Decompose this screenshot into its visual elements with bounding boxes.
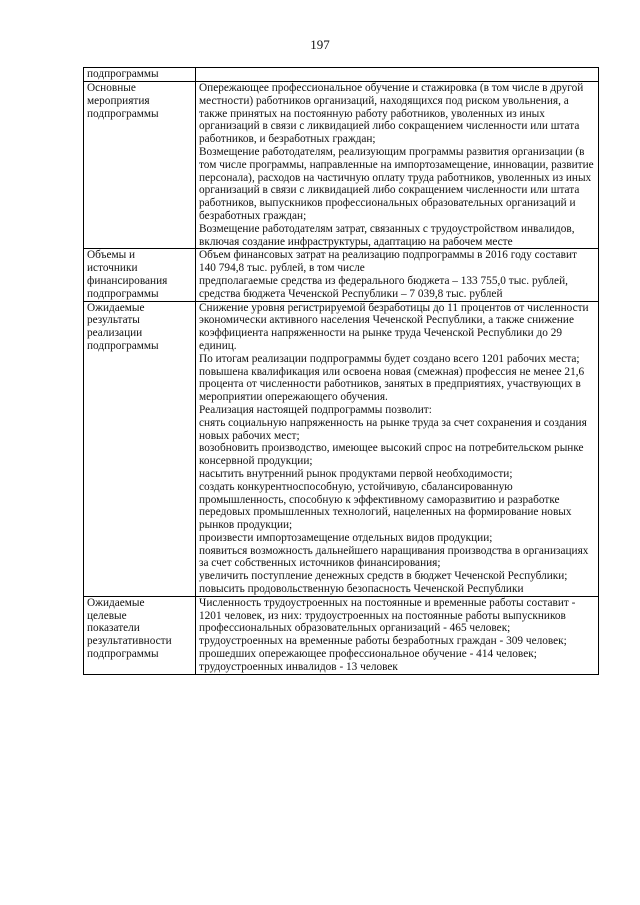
content-paragraph: средства бюджета Чеченской Республики – 7 039,8 тыс. рублей xyxy=(199,287,503,300)
content-paragraph: насытить внутренний рынок продуктами первой необходимости; xyxy=(199,467,513,480)
row-content-cell xyxy=(196,68,599,82)
content-paragraph: произвести импортозамещение отдельных видов продукции; xyxy=(199,531,493,544)
label-line: Ожидаемые xyxy=(87,596,145,609)
content-paragraph: Возмещение работодателям затрат, связанных с трудоустройством инвалидов, включая создание инфраструктуры, адаптацию на рабочем месте xyxy=(199,222,575,248)
label-line: Основные xyxy=(87,82,136,94)
content-paragraph: увеличить поступление денежных средств в бюджет Чеченской Республики; xyxy=(199,570,568,583)
content-paragraph: Опережающее профессиональное обучение и стажировка (в том числе в другой местности) работников организаций, находящихся под риском увольнения, а также принятых на постоянную работу работников, уволенных из иных организаций в связи с ликвидацией либо сокращением численности или штата работников, и безработных граждан; xyxy=(199,82,584,146)
content-paragraph: трудоустроенных на временные работы безработных граждан - 309 человек; xyxy=(199,635,567,648)
table-row xyxy=(84,249,599,301)
label-line: подпрограммы xyxy=(87,339,159,352)
label-line: подпрограммы xyxy=(87,287,159,300)
subprogram-passport-table xyxy=(83,67,599,675)
row-label-cell xyxy=(84,68,196,82)
label-line: финансирования xyxy=(87,274,168,287)
label-line: мероприятия xyxy=(87,94,150,107)
content-paragraph: возобновить производство, имеющее высокий спрос на потребительском рынке консервной продукции; xyxy=(199,442,584,468)
label-line: подпрограммы xyxy=(87,68,159,80)
label-line: Объемы и xyxy=(87,249,136,262)
content-paragraph: прошедших опережающее профессиональное обучение - 414 человек; xyxy=(199,648,537,661)
content-paragraph: создать конкурентноспособную, устойчивую, сбалансированную промышленность, способную к эффективному саморазвитию и разработке передовых промышленных технологий, нацеленных на формирование новых рынков продукции; xyxy=(199,480,572,532)
table-row xyxy=(84,596,599,674)
row-label-cell xyxy=(84,249,196,301)
row-content-cell xyxy=(196,596,599,674)
label-line: результаты xyxy=(87,314,140,327)
label-line: подпрограммы xyxy=(87,648,159,661)
table-row xyxy=(84,82,599,249)
row-label-cell xyxy=(84,596,196,674)
content-paragraph: Объем финансовых затрат на реализацию подпрограммы в 2016 году составит 140 794,8 тыс. рублей, в том числе xyxy=(199,249,577,275)
content-paragraph: По итогам реализации подпрограммы будет создано всего 1201 рабочих места; xyxy=(199,352,580,365)
row-label-cell xyxy=(84,301,196,596)
label-line: результативности xyxy=(87,635,172,648)
content-paragraph: повышена квалификация или освоена новая (смежная) профессия не менее 21,6 процента от численности работников, занятых в предприятиях, участвующих в мероприятии опережающего обучения. xyxy=(199,365,585,404)
label-line: целевые xyxy=(87,609,127,622)
content-paragraph: снять социальную напряженность на рынке труда за счет сохранения и создания новых рабочих мест; xyxy=(199,416,587,442)
label-line: реализации xyxy=(87,327,143,340)
row-content-cell xyxy=(196,301,599,596)
content-paragraph: Возмещение работодателям, реализующим программы развития организации (в том числе программы, направленные на импортозамещение, инновации, развитие персонала), расходов на частичную оплату труда работников, уволенных из иных организаций в связи с ликвидацией либо сокращением численности или штата работников, выпускников профессиональных образовательных организаций и безработных граждан; xyxy=(199,145,594,222)
row-content-cell xyxy=(196,249,599,301)
table-row xyxy=(84,301,599,596)
content-paragraph: Численность трудоустроенных на постоянные и временные работы составит - 1201 человек, из них: трудоустроенных на постоянные работы выпускников профессиональных образовательных организаций - 465 человек; xyxy=(199,596,576,635)
page-number: 197 xyxy=(310,37,330,52)
label-line: подпрограммы xyxy=(87,107,159,120)
content-paragraph: Снижение уровня регистрируемой безработицы до 11 процентов от численности экономически активного населения Чеченской Республики, а также снижение коэффициента напряженности на рынке труда Чеченской Республики до 29 единиц. xyxy=(199,301,589,352)
content-paragraph: Реализация настоящей подпрограммы позволит: xyxy=(199,403,432,416)
label-line: показатели xyxy=(87,622,140,635)
content-paragraph: повысить продовольственную безопасность Чеченской Республики xyxy=(199,583,524,596)
table-row xyxy=(84,68,599,82)
content-paragraph: трудоустроенных инвалидов - 13 человек xyxy=(199,660,398,673)
label-line: Ожидаемые xyxy=(87,301,145,314)
row-label-cell xyxy=(84,82,196,249)
label-line: источники xyxy=(87,262,138,275)
row-content-cell xyxy=(196,82,599,249)
content-paragraph: предполагаемые средства из федерального бюджета – 133 755,0 тыс. рублей, xyxy=(199,274,568,287)
content-paragraph: появиться возможность дальнейшего наращивания производства в организациях за счет собственных источников финансирования; xyxy=(199,544,589,570)
